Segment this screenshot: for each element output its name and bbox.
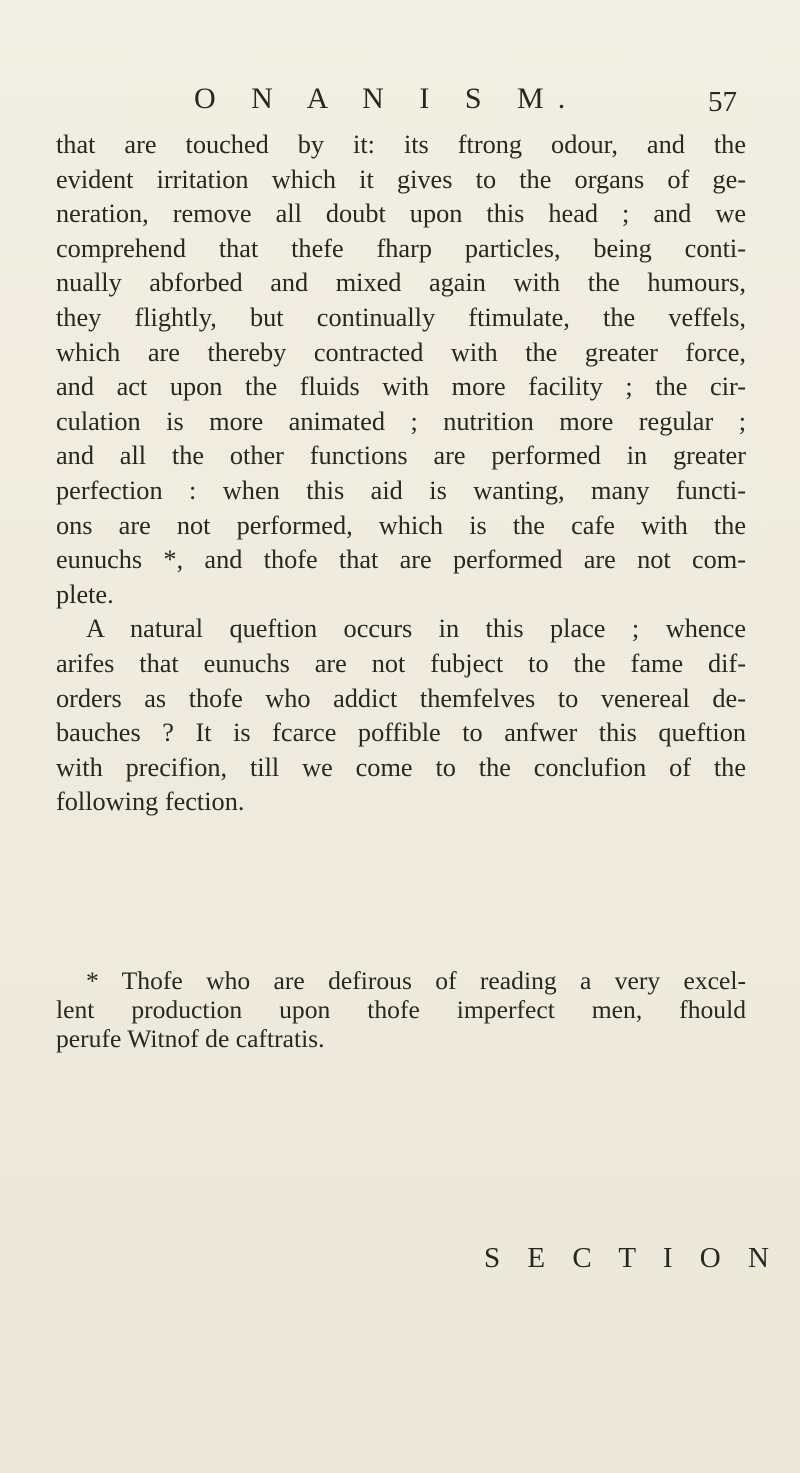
text-line: and act upon the fluids with more facility ; the cir-: [56, 372, 746, 402]
footnote-line: lent production upon thofe imperfect men, fhould: [56, 995, 746, 1024]
text-line: following fection.: [56, 787, 245, 817]
catchword: S E C T I O N: [484, 1242, 779, 1274]
footnote: [56, 966, 746, 1053]
text-line: A natural queftion occurs in this place ; whence: [86, 614, 746, 644]
text-line: nually abforbed and mixed again with the humours,: [56, 268, 746, 298]
text-line: comprehend that thefe fharp particles, being conti-: [56, 233, 746, 263]
text-line: plete.: [56, 579, 114, 609]
text-line: and all the other functions are performed in greater: [56, 441, 746, 471]
text-line: arifes that eunuchs are not fubject to the fame dif-: [56, 648, 746, 678]
text-line: with precifion, till we come to the conclufion of the: [56, 752, 746, 782]
text-line: bauches ? It is fcarce poffible to anfwer this queftion: [56, 718, 746, 748]
running-head: O N A N I S M.: [194, 82, 580, 115]
main-text: [56, 128, 746, 820]
text-line: which are thereby contracted with the greater force,: [56, 337, 746, 367]
text-line: that are touched by it: its ftrong odour, and the: [56, 130, 746, 159]
text-line: evident irritation which it gives to the organs of ge-: [56, 164, 746, 194]
page-number: 57: [708, 86, 737, 118]
text-line: perfection : when this aid is wanting, many functi-: [56, 475, 746, 505]
text-line: neration, remove all doubt upon this head ; and we: [56, 199, 746, 229]
text-line: culation is more animated ; nutrition more regular ;: [56, 406, 746, 436]
text-line: they flightly, but continually ftimulate, the veffels,: [56, 302, 746, 332]
text-line: orders as thofe who addict themfelves to venereal de-: [56, 683, 746, 713]
text-line: ons are not performed, which is the cafe with the: [56, 510, 746, 540]
text-line: eunuchs *, and thofe that are performed are not com-: [56, 545, 746, 575]
footnote-line: * Thofe who are defirous of reading a very excel-: [86, 966, 746, 995]
footnote-line: perufe Witnof de caftratis.: [56, 1024, 325, 1053]
